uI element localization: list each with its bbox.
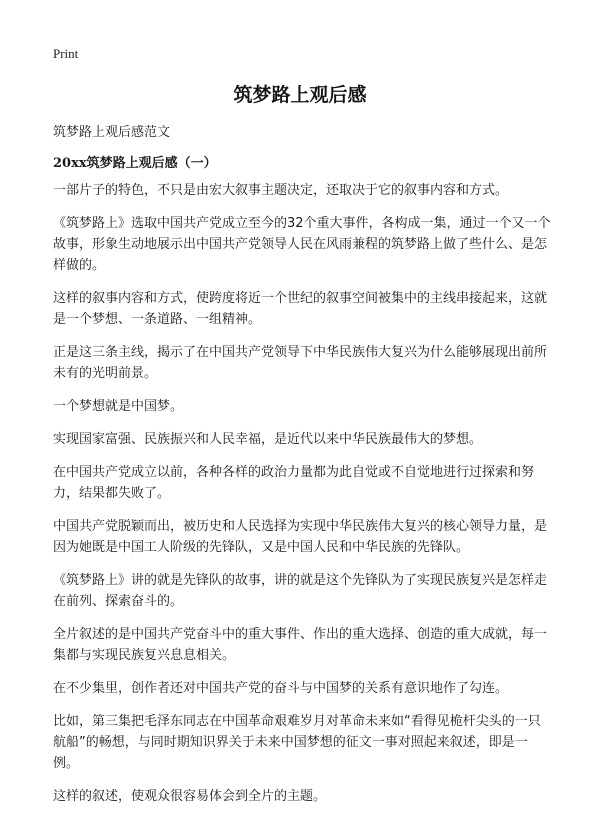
body-text — [53, 180, 553, 819]
document-subtitle: 筑梦路上观后感范文 — [53, 125, 171, 140]
paragraph: 一个梦想就是中国梦。 — [53, 399, 184, 414]
print-label: Print — [53, 46, 79, 61]
paragraph: 实现国家富强、民族振兴和人民幸福，是近代以来中华民族最伟大的梦想。 — [53, 432, 483, 447]
paragraph: 正是这三条主线，揭示了在中国共产党领导下中华民族伟大复兴为什么能够展现出前所未有的光明前景。 — [53, 345, 548, 381]
paragraph: 一部片子的特色，不只是由宏大叙事主题决定，还取决于它的叙事内容和方式。 — [53, 183, 509, 198]
paragraph: 中国共产党脱颖而出，被历史和人民选择为实现中华民族伟大复兴的核心领导力量，是因为她既是中国工人阶级的先锋队，又是中国人民和中华民族的先锋队。 — [53, 519, 548, 555]
paragraph: 全片叙述的是中国共产党奋斗中的重大事件、作出的重大选择、创造的重大成就，每一集都与实现民族复兴息息相关。 — [53, 627, 548, 663]
paragraph: 这样的叙述，使观众很容易体会到全片的主题。 — [53, 789, 327, 804]
paragraph: 在中国共产党成立以前，各种各样的政治力量都为此自觉或不自觉地进行过探索和努力，结果都失败了。 — [53, 465, 535, 501]
paragraph: 比如，第三集把毛泽东同志在中国革命艰难岁月对革命未来如“看得见桅杆尖头的一只航船”的畅想，与同时期知识界关于未来中国梦想的征文一事对照起来叙述，即是一例。 — [53, 714, 541, 771]
paragraph: 这样的叙事内容和方式，使跨度将近一个世纪的叙事空间被集中的主线串接起来，这就是一个梦想、一条道路、一组精神。 — [53, 291, 548, 327]
paragraph: 《筑梦路上》选取中国共产党成立至今的32个重大事件，各构成一集，通过一个又一个故事，形象生动地展示出中国共产党领导人民在风雨兼程的筑梦路上做了些什么、是怎样做的。 — [53, 216, 551, 273]
page-title: 筑梦路上观后感 — [233, 84, 367, 106]
paragraph: 在不少集里，创作者还对中国共产党的奋斗与中国梦的关系有意识地作了勾连。 — [53, 681, 509, 696]
paragraph: 《筑梦路上》讲的就是先锋队的故事，讲的就是这个先锋队为了实现民族复兴是怎样走在前列、探索奋斗的。 — [53, 573, 548, 609]
section-heading: 20xx筑梦路上观后感（一） — [53, 156, 217, 171]
